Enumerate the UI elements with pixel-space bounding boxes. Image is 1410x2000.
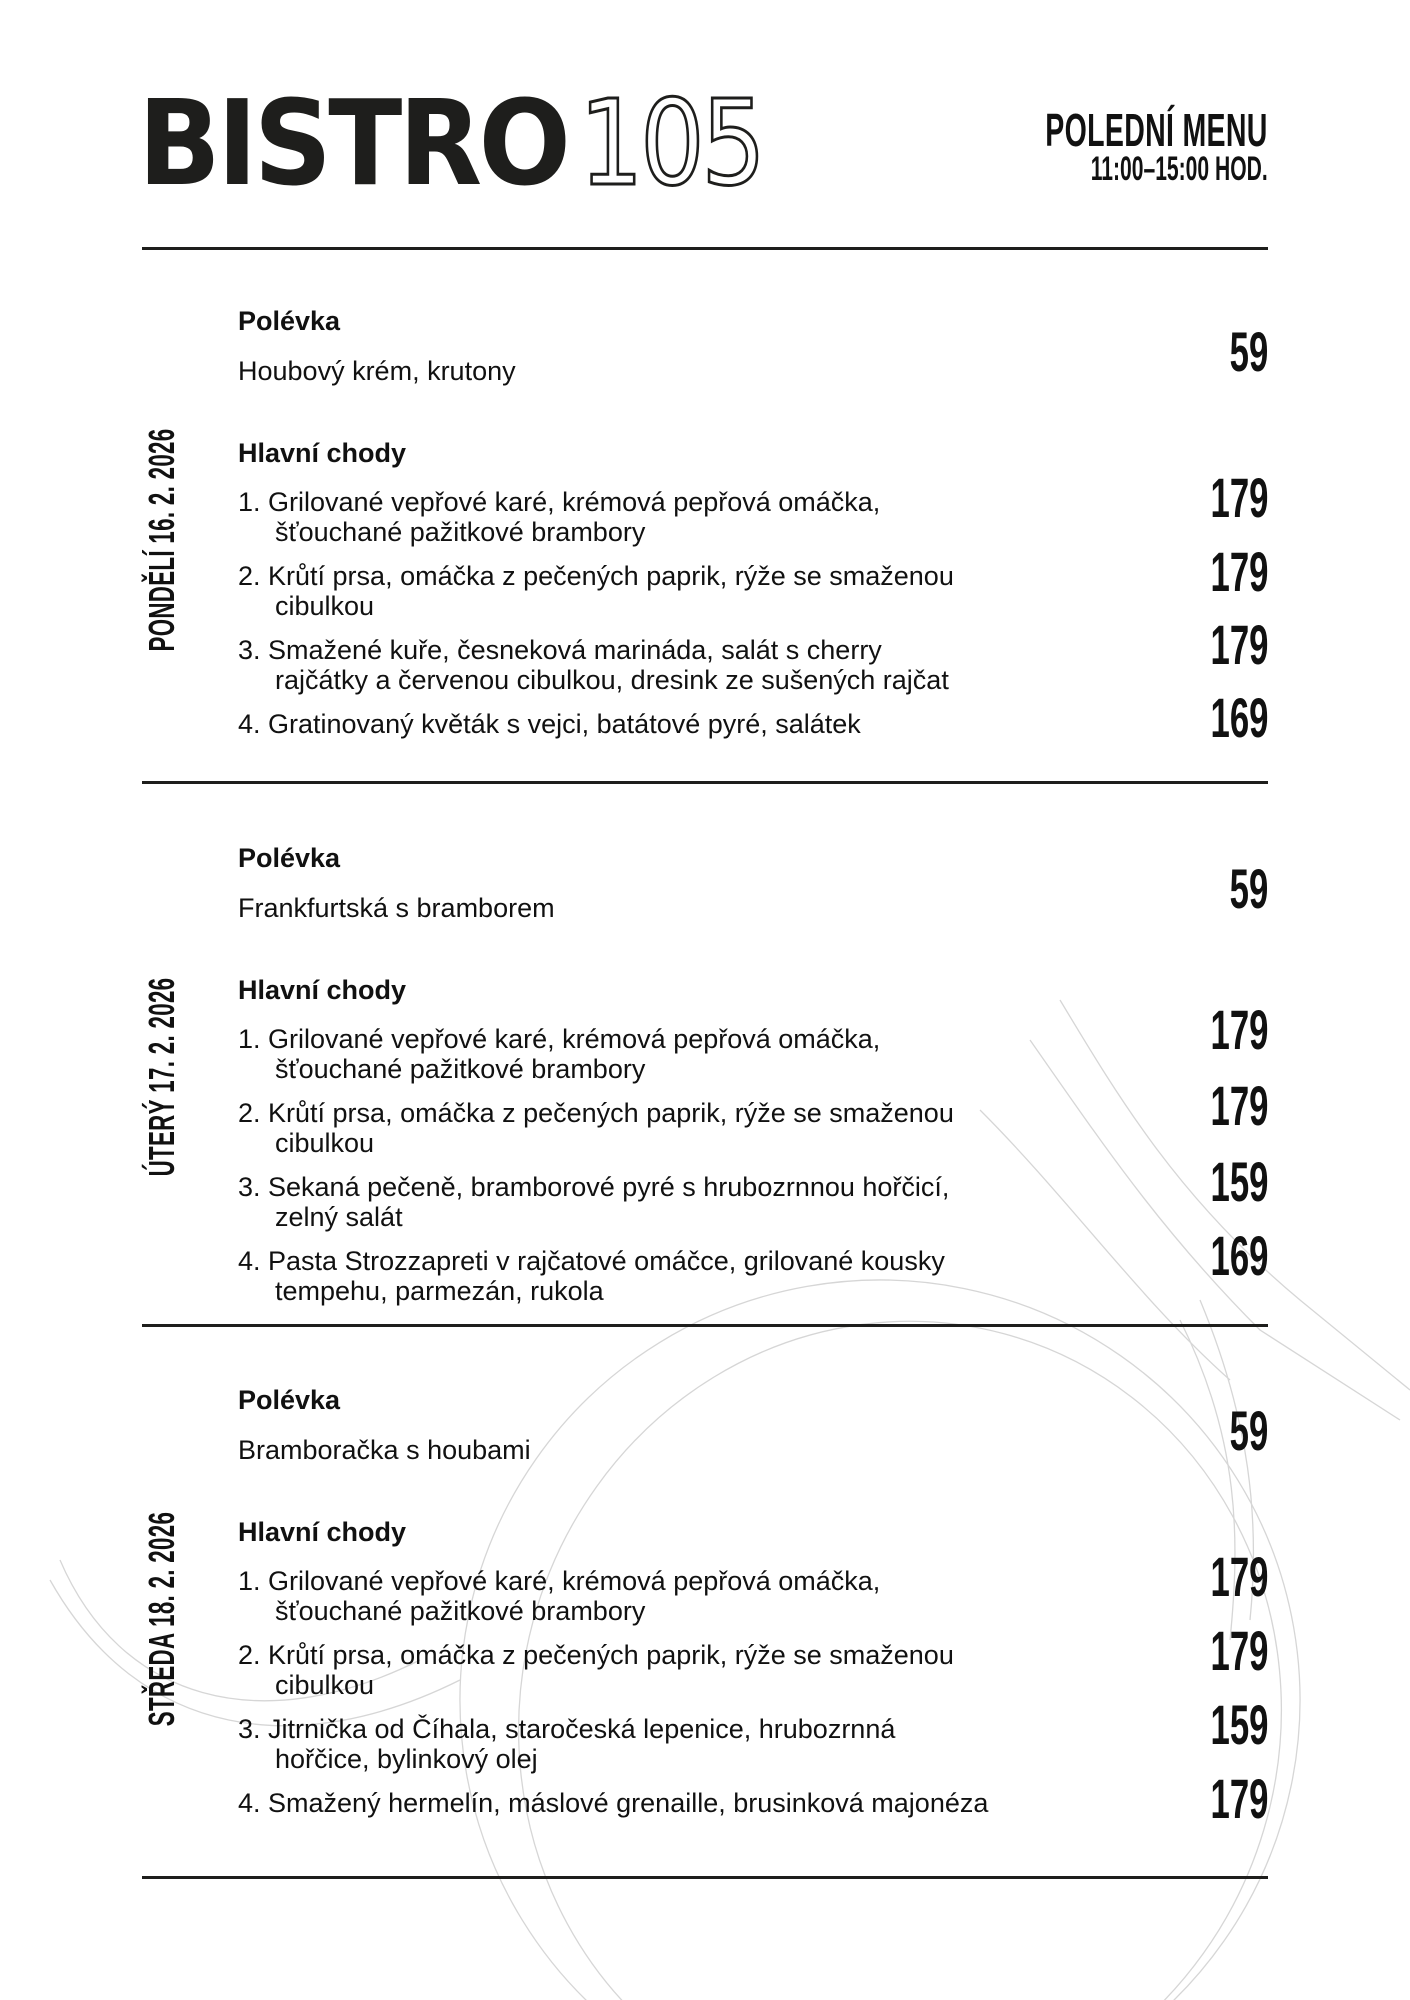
main-price: 169	[1210, 1224, 1268, 1287]
divider-2	[142, 1324, 1268, 1327]
soup-name: Frankfurtská s bramborem	[238, 893, 555, 923]
date-label: PONDĚLÍ 16. 2. 2026	[141, 428, 182, 652]
main-price: 179	[1210, 1619, 1268, 1682]
soup-heading: Polévka	[238, 1385, 341, 1415]
main-item: 2. Krůtí prsa, omáčka z pečených paprik, rýže se smaženou cibulkou	[238, 561, 954, 621]
mains-heading: Hlavní chody	[238, 1517, 407, 1547]
main-item: 4. Gratinovaný květák s vejci, batátové pyré, salátek	[238, 709, 861, 739]
soup-name: Houbový krém, krutony	[238, 356, 516, 386]
main-item: 4. Pasta Strozzapreti v rajčatové omáčce, grilované kousky tempehu, parmezán, rukola	[238, 1246, 945, 1306]
main-price: 179	[1210, 540, 1268, 603]
soup-heading: Polévka	[238, 306, 341, 336]
menu-header	[909, 104, 1268, 188]
main-price: 179	[1210, 998, 1268, 1061]
main-price: 179	[1210, 1767, 1268, 1830]
main-price: 179	[1210, 466, 1268, 529]
divider-top	[142, 247, 1268, 250]
main-item: 3. Sekaná pečeně, bramborové pyré s hrubozrnnou hořčicí, zelný salát	[238, 1172, 950, 1232]
soup-heading: Polévka	[238, 843, 341, 873]
soup-price: 59	[1229, 1399, 1268, 1462]
menu-title: POLEDNÍ MENU	[1045, 104, 1268, 156]
divider-1	[142, 781, 1268, 784]
bistro105-logo	[138, 74, 792, 212]
main-price: 159	[1210, 1693, 1268, 1756]
main-item: 1. Grilované vepřové karé, krémová pepřová omáčka, šťouchané pažitkové brambory	[238, 1024, 881, 1084]
main-price: 179	[1210, 1074, 1268, 1137]
date-label: ÚTERÝ 17. 2. 2026	[141, 977, 182, 1177]
main-price: 179	[1210, 1545, 1268, 1608]
main-item: 2. Krůtí prsa, omáčka z pečených paprik, rýže se smaženou cibulkou	[238, 1640, 954, 1700]
logo-outline-number: 105	[578, 74, 762, 212]
mains-heading: Hlavní chody	[238, 975, 407, 1005]
main-item: 4. Smažený hermelín, máslové grenaille, brusinková majonéza	[238, 1788, 989, 1818]
main-item: 3. Smažené kuře, česneková marináda, salát s cherry rajčátky a červenou cibulkou, dresink ze sušených rajčat	[238, 635, 949, 695]
soup-price: 59	[1229, 857, 1268, 920]
main-price: 159	[1210, 1150, 1268, 1213]
main-price: 169	[1210, 686, 1268, 749]
main-item: 3. Jitrnička od Číhala, staročeská lepenice, hrubozrnná hořčice, bylinkový olej	[238, 1714, 896, 1774]
divider-bottom	[142, 1876, 1268, 1879]
logo-bold-text: BISTRO	[138, 74, 568, 212]
soup-price: 59	[1229, 320, 1268, 383]
main-item: 1. Grilované vepřové karé, krémová pepřová omáčka, šťouchané pažitkové brambory	[238, 487, 881, 547]
soup-name: Bramboračka s houbami	[238, 1435, 531, 1465]
mains-heading: Hlavní chody	[238, 438, 407, 468]
date-label: STŘEDA 18. 2. 2026	[141, 1511, 182, 1727]
main-item: 1. Grilované vepřové karé, krémová pepřová omáčka, šťouchané pažitkové brambory	[238, 1566, 881, 1626]
main-item: 2. Krůtí prsa, omáčka z pečených paprik, rýže se smaženou cibulkou	[238, 1098, 954, 1158]
menu-hours: 11:00–15:00 HOD.	[1091, 150, 1268, 188]
main-price: 179	[1210, 613, 1268, 676]
